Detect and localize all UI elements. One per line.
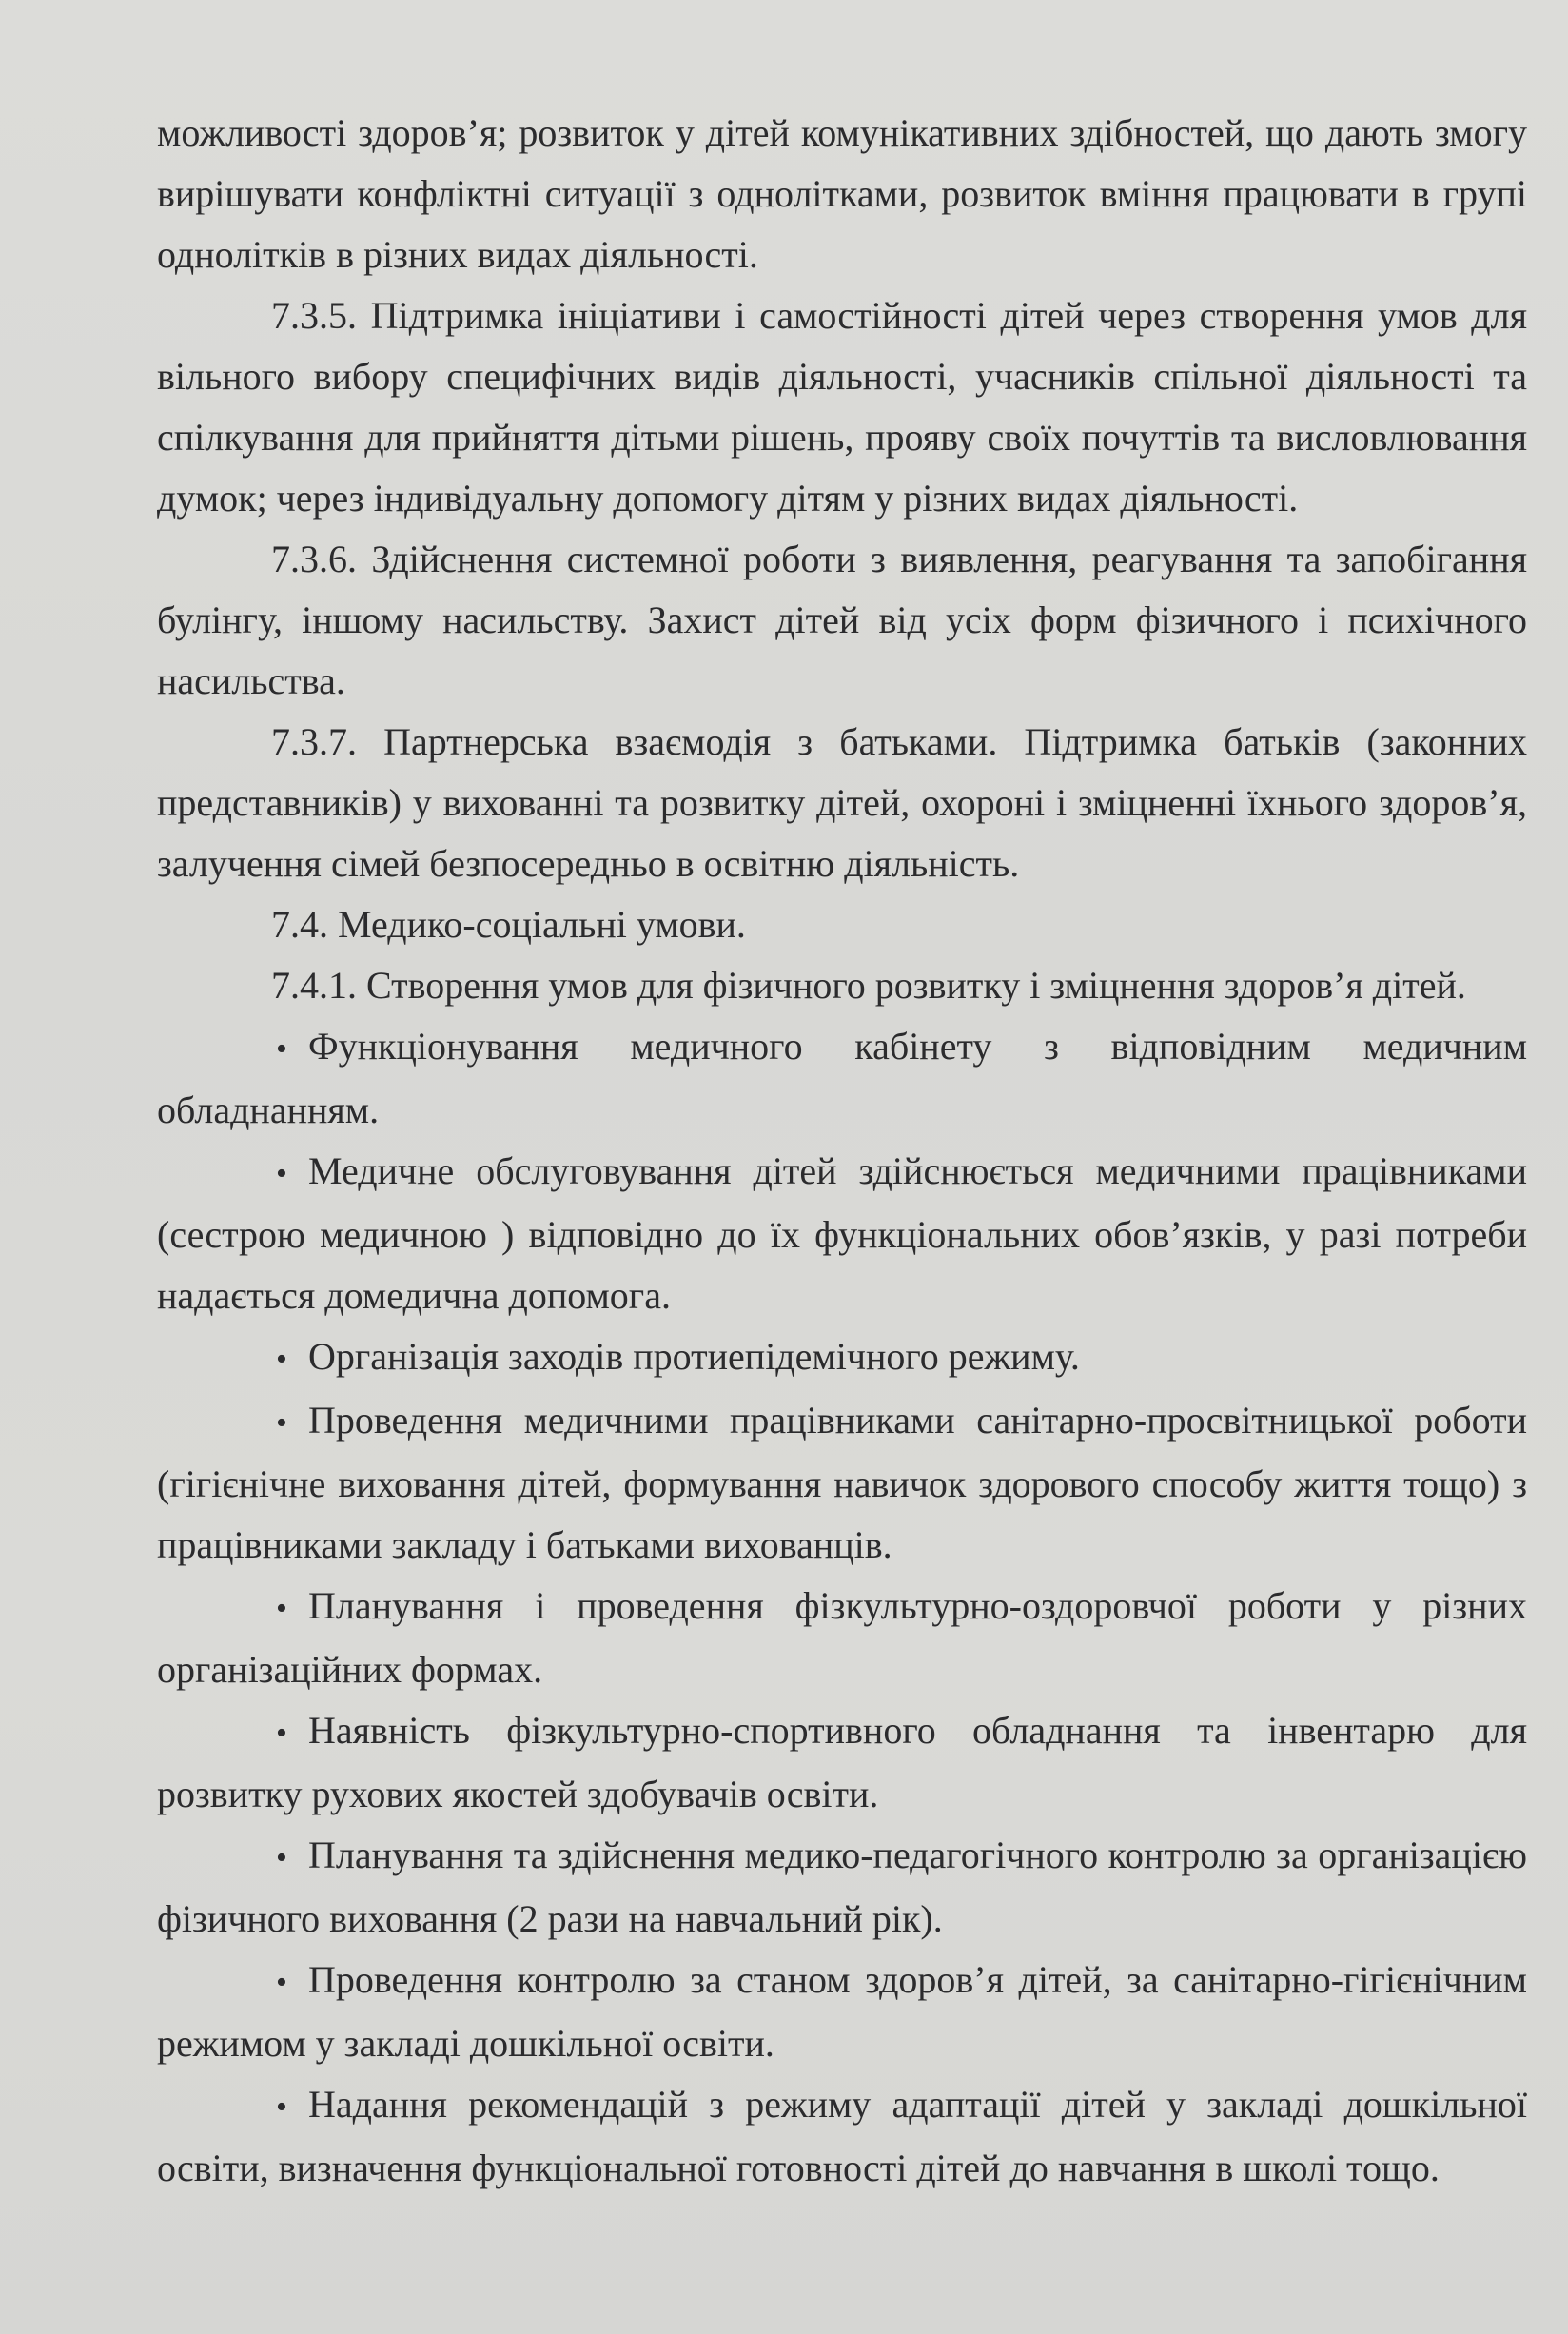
bullet-item (157, 1825, 1527, 1950)
bullet-item (157, 1950, 1527, 2074)
bullet-icon (276, 1709, 308, 1752)
bullet-item (157, 1390, 1527, 1576)
bullet-icon (276, 1149, 308, 1192)
bullet-text: Планування та здійснення медико-педагогічного контролю за організацією фізичного виховання (2 рази на навчальний рік). (157, 1834, 1527, 1940)
bullet-item (157, 2074, 1527, 2199)
bullet-text: Функціонування медичного кабінету з відповідним медичним обладнанням. (157, 1025, 1527, 1131)
paragraph-7-4-1: 7.4.1. Створення умов для фізичного розвитку і зміцнення здоров’я дітей. (271, 964, 1466, 1007)
bullet-icon (276, 1025, 308, 1068)
bullet-text: Надання рекомендацій з режиму адаптації дітей у закладі дошкільної освіти, визначення функціональної готовності дітей до навчання в школі тощо. (157, 2083, 1527, 2189)
paragraph-7-3-6: 7.3.6. Здійснення системної роботи з виявлення, реагування та запобігання булінгу, іншому насильству. Захист дітей від усіх форм фізичного і психічного насильства. (157, 538, 1527, 702)
document-body (157, 103, 1527, 2199)
bullet-text: Медичне обслуговування дітей здійснюється медичними працівниками (сестрою медичною ) відповідно до їх функціональних обов’язків, у разі потреби надається домедична допомога. (157, 1149, 1527, 1317)
bullet-icon (276, 1834, 308, 1876)
bullet-item (157, 1016, 1527, 1141)
paragraph-continuation: можливості здоров’я; розвиток у дітей комунікативних здібностей, що дають змогу вирішувати конфліктні ситуації з однолітками, розвиток вміння працювати в групі однолітків в різних видах діяльності. (157, 111, 1527, 276)
bullet-text: Наявність фізкультурно-спортивного обладнання та інвентарю для розвитку рухових якостей здобувачів освіти. (157, 1709, 1527, 1815)
bullet-icon (276, 1584, 308, 1627)
bullet-item (157, 1700, 1527, 1825)
bullet-text: Проведення контролю за станом здоров’я дітей, за санітарно-гігієнічним режимом у закладі дошкільної освіти. (157, 1958, 1527, 2065)
bullet-icon (276, 1335, 308, 1378)
section-heading-7-4: 7.4. Медико-соціальні умови. (271, 903, 746, 946)
bullet-text: Проведення медичними працівниками санітарно-просвітницької роботи (гігієнічне виховання дітей, формування навичок здорового способу життя тощо) з працівниками закладу і батьками вихованців. (157, 1399, 1527, 1566)
bullet-item (157, 1326, 1527, 1390)
bullet-icon (276, 1958, 308, 2001)
bullet-text: Планування і проведення фізкультурно-оздоровчої роботи у різних організаційних формах. (157, 1584, 1527, 1691)
bullet-item (157, 1141, 1527, 1326)
paragraph-7-3-7: 7.3.7. Партнерська взаємодія з батьками. Підтримка батьків (законних представників) у вихованні та розвитку дітей, охороні і зміцненні їхнього здоров’я, залучення сімей безпосередньо в освітню діяльність. (157, 720, 1527, 885)
bullet-text: Організація заходів протиепідемічного режиму. (308, 1335, 1080, 1378)
bullet-icon (276, 1399, 308, 1442)
paragraph-7-3-5: 7.3.5. Підтримка ініціативи і самостійності дітей через створення умов для вільного вибору специфічних видів діяльності, учасників спільної діяльності та спілкування для прийняття дітьми рішень, прояву своїх почуттів та висловлювання думок; через індивідуальну допомогу дітям у різних видах діяльності. (157, 294, 1527, 520)
bullet-item (157, 1576, 1527, 1700)
bullet-icon (276, 2083, 308, 2126)
